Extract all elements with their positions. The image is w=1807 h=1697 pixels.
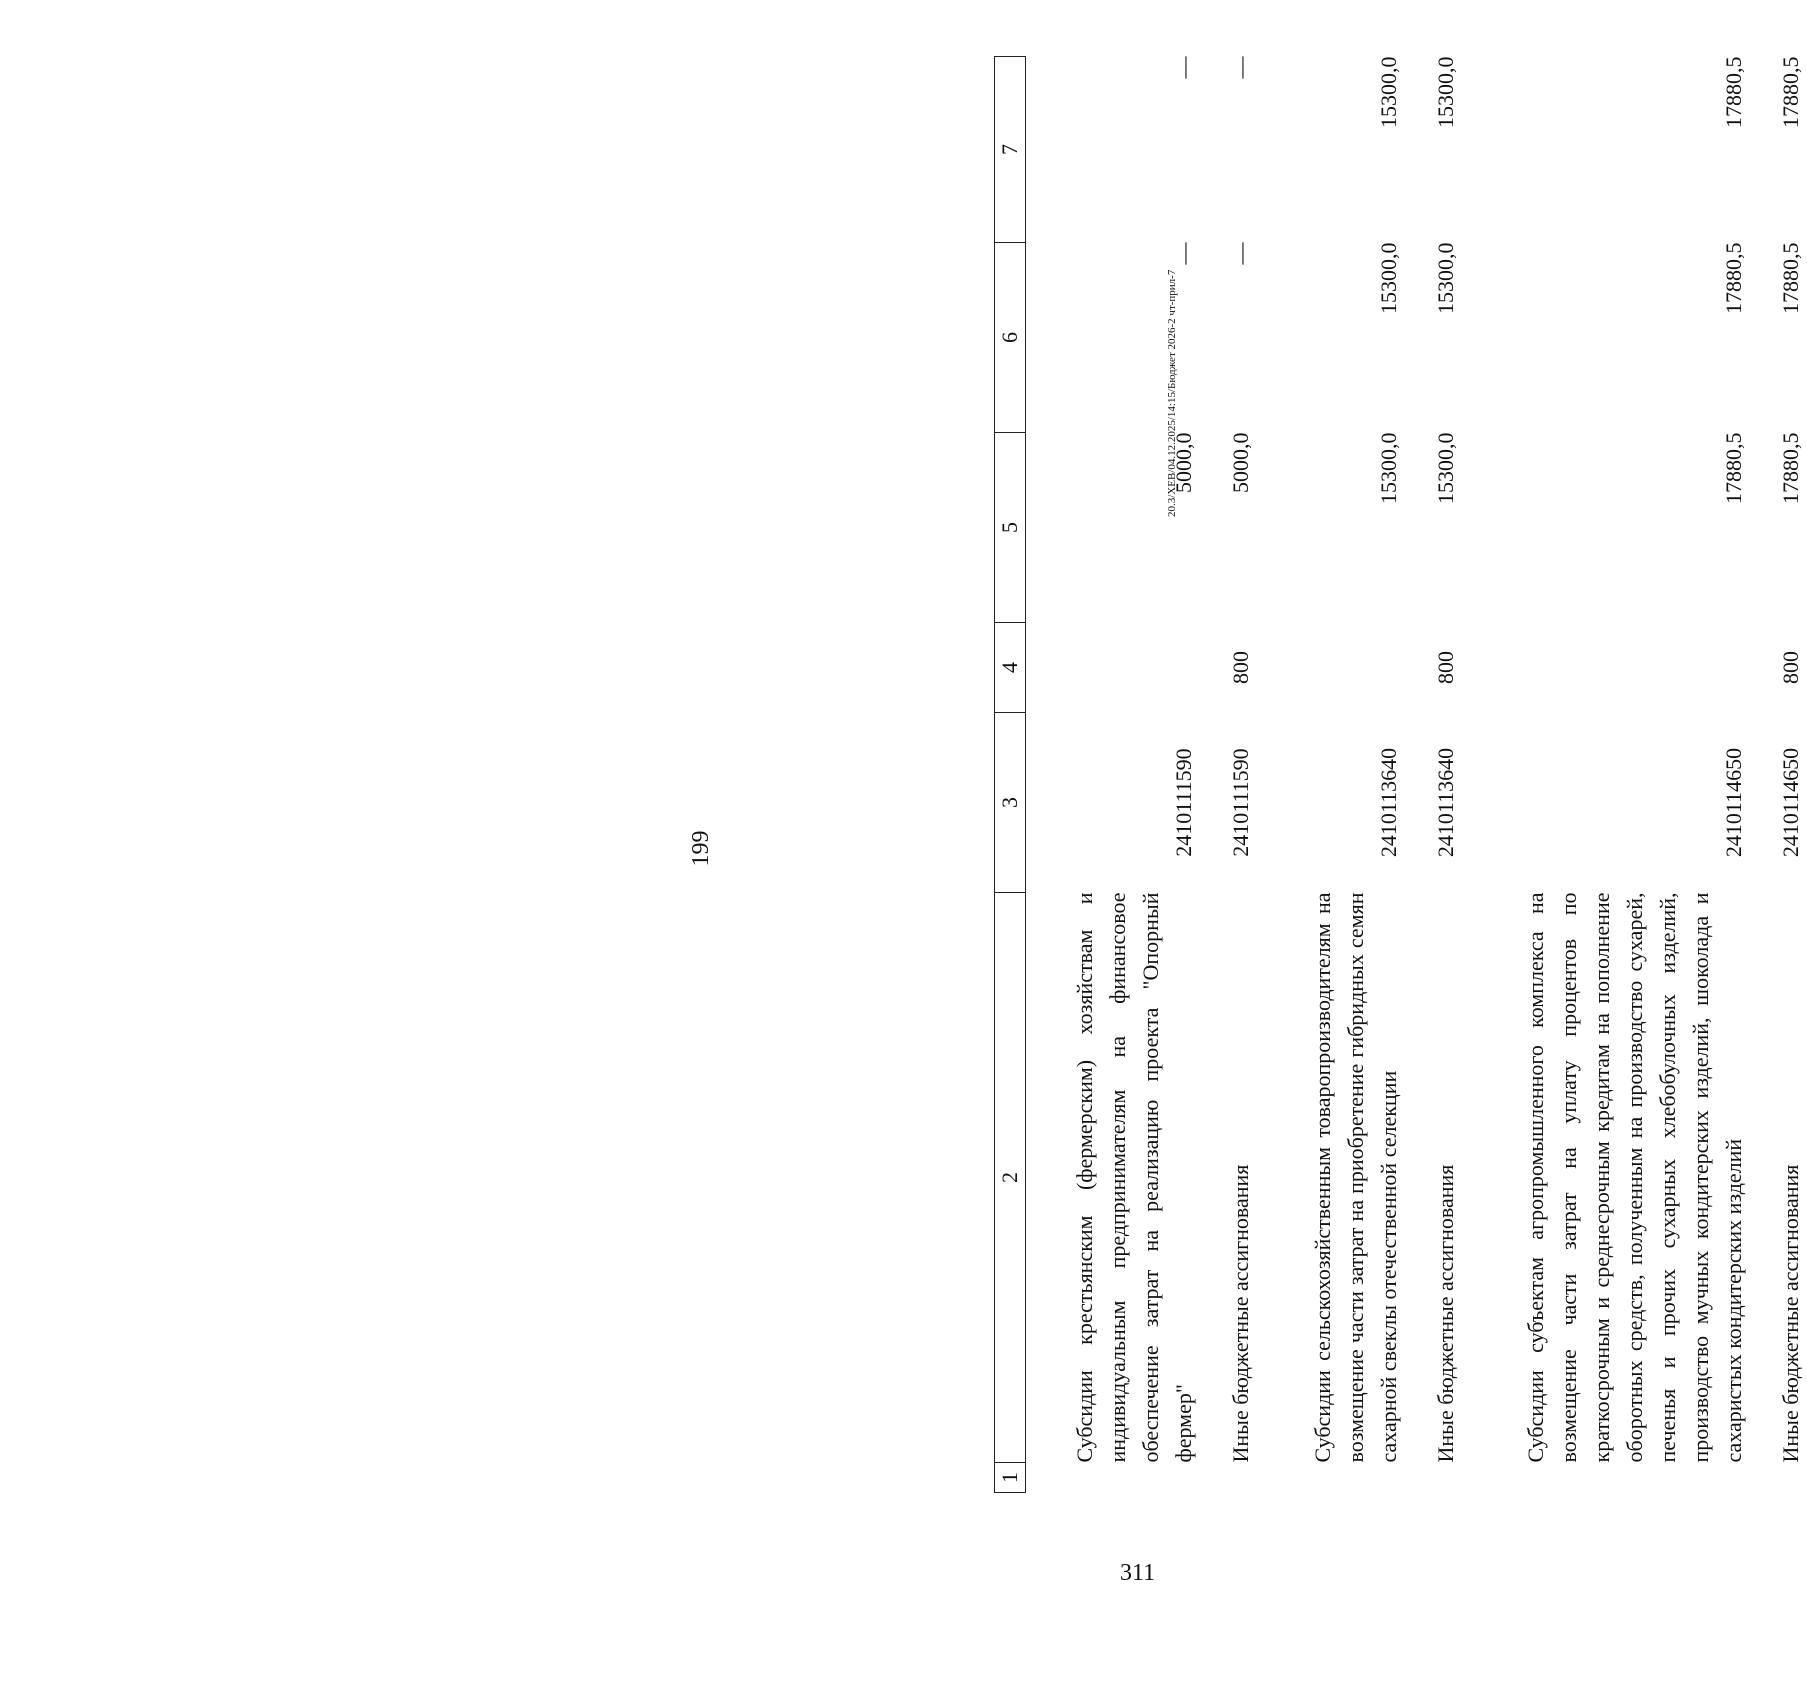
row-expense-group — [1026, 623, 1201, 713]
budget-table — [994, 56, 1807, 1493]
col-header-2: 2 — [995, 893, 1026, 1463]
row-col1 — [1750, 1463, 1807, 1493]
table-row — [1462, 57, 1750, 1493]
page-number: 199 — [688, 830, 714, 867]
row-amount-7: — — [1228, 56, 1253, 79]
row-target-code: 2410113640 — [1376, 747, 1401, 858]
row-amount-7: 17880,5 — [1778, 56, 1803, 128]
footer-reference: 20.3/ХЕВ/04.12.2025/14:15/Бюджет 2026-2 чт-прил-7 — [1166, 269, 1178, 517]
row-target-code: 2410113640 — [1433, 747, 1458, 858]
row-target-code: 2410111590 — [1228, 748, 1253, 857]
row-amount-5: 17880,5 — [1778, 432, 1803, 504]
col-header-4: 4 — [995, 623, 1026, 713]
row-amount-6: 17880,5 — [1778, 242, 1803, 314]
row-description: Субсидии крестьянским (фермерским) хозяйствам и индивидуальным предпринимателям на финансовое обеспечение затрат на реализацию проекта "Опорный фермер" — [1072, 892, 1196, 1463]
row-col1 — [1257, 1463, 1405, 1493]
row-description: Субсидии сельскохозяйственным товаропроизводителям на возмещение части затрат на приобретение гибридных семян сахарной свеклы отечественной селекции — [1310, 892, 1401, 1463]
row-expense-group — [1462, 623, 1750, 713]
row-description: Иные бюджетные ассигнования — [1433, 1164, 1458, 1463]
row-expense-group: 800 — [1778, 651, 1803, 684]
row-target-code: 2410114650 — [1721, 747, 1746, 858]
row-amount-6: 15300,0 — [1433, 242, 1458, 314]
col-header-3: 3 — [995, 713, 1026, 893]
row-col1 — [1200, 1463, 1257, 1493]
row-amount-6: — — [1228, 242, 1253, 265]
row-amount-6: 17880,5 — [1721, 242, 1746, 314]
sheet-number: 311 — [1120, 1560, 1156, 1586]
col-header-5: 5 — [995, 433, 1026, 623]
row-expense-group — [1257, 623, 1405, 713]
row-description: Иные бюджетные ассигнования — [1778, 1164, 1803, 1463]
row-amount-7: 17880,5 — [1721, 56, 1746, 128]
row-amount-5: 17880,5 — [1721, 432, 1746, 504]
row-target-code: 2410111590 — [1171, 748, 1196, 857]
row-col1 — [1462, 1463, 1750, 1493]
row-amount-7: 15300,0 — [1376, 56, 1401, 128]
table-row — [1200, 57, 1257, 1493]
row-amount-5: 5000,0 — [1228, 432, 1253, 493]
row-description: Иные бюджетные ассигнования — [1228, 1164, 1253, 1463]
row-col1 — [1026, 1463, 1201, 1493]
row-amount-7: — — [1171, 56, 1196, 79]
row-amount-5: 5000,0 — [1171, 432, 1196, 493]
row-amount-7: 15300,0 — [1433, 56, 1458, 128]
row-amount-5: 15300,0 — [1376, 432, 1401, 504]
row-expense-group: 800 — [1228, 651, 1253, 684]
col-header-6: 6 — [995, 243, 1026, 433]
row-col1 — [1405, 1463, 1462, 1493]
col-header-1: 1 — [995, 1463, 1026, 1493]
row-description: Субсидии субъектам агропромышленного комплекса на возмещение части затрат на уплату процентов по краткосрочным и среднесрочным кредитам на пополнение оборотных средств, полученным на производство сухарей, печенья и прочих сухарных хлебобулочных изделий, производство мучных кондитерских изделий, шоколада и сахаристых кондитерских изделий — [1523, 892, 1746, 1463]
row-target-code: 2410114650 — [1778, 747, 1803, 858]
row-amount-5: 15300,0 — [1433, 432, 1458, 504]
table-row — [1257, 57, 1405, 1493]
row-amount-6: 15300,0 — [1376, 242, 1401, 314]
row-expense-group: 800 — [1433, 651, 1458, 684]
table-row — [1405, 57, 1462, 1493]
col-header-7: 7 — [995, 57, 1026, 243]
header-row — [995, 57, 1026, 1493]
table-row — [1750, 57, 1807, 1493]
row-amount-6: — — [1171, 242, 1196, 265]
